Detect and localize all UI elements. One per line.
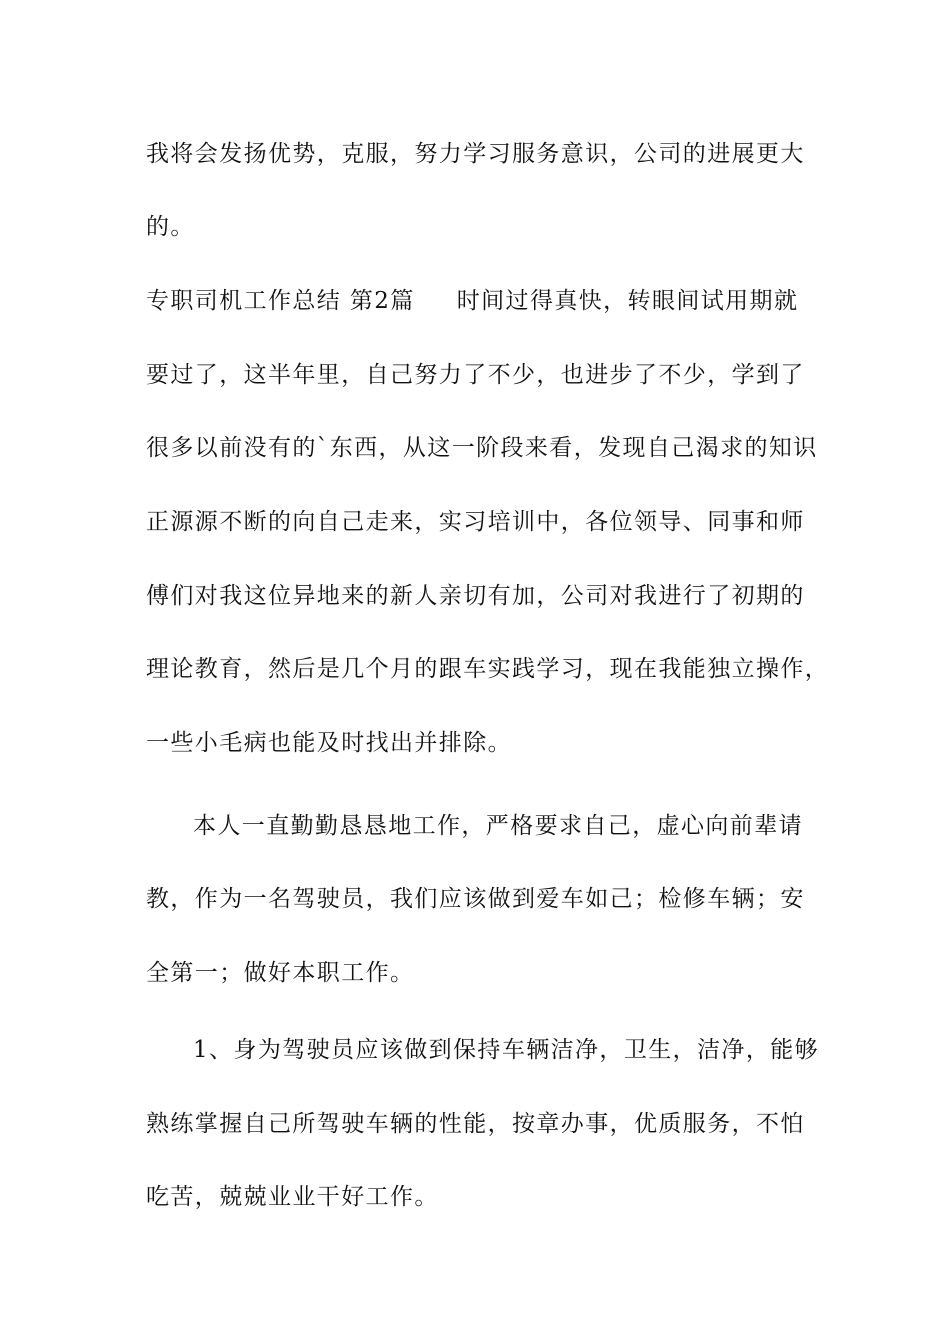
text-line-6: 正源源不断的向自己走来，实习培训中，各位领导、同事和师: [146, 509, 805, 535]
text-line-14: 熟练掌握自己所驾驶车辆的性能，按章办事，优质服务，不怕: [146, 1111, 805, 1137]
text-line-10: 本人一直勤勤恳恳地工作，严格要求自己，虚心向前辈请: [193, 813, 803, 839]
text-line-7: 傅们对我这位异地来的新人亲切有加，公司对我进行了初期的: [146, 583, 805, 609]
text-line-4: 要过了，这半年里，自己努力了不少，也进步了不少，学到了: [146, 362, 805, 388]
text-line-2: 的。: [146, 214, 195, 240]
text-line-1: 我将会发扬优势，克服，努力学习服务意识，公司的进展更大: [146, 141, 805, 167]
text-line-5: 很多以前没有的`东西，从这一阶段来看，发现自己渴求的知识: [146, 435, 818, 461]
section-heading: 专职司机工作总结 第2篇: [146, 288, 415, 314]
section-heading-line: [146, 286, 836, 316]
text-line-8: 理论教育，然后是几个月的跟车实践学习，现在我能独立操作，: [146, 656, 830, 682]
text-line-13: 1、身为驾驶员应该做到保持车辆洁净，卫生，洁净，能够: [193, 1037, 820, 1063]
text-line-12: 全第一；做好本职工作。: [146, 960, 415, 986]
text-line-3: 时间过得真快，转眼间试用期就: [456, 288, 799, 314]
text-line-9: 一些小毛病也能及时找出并排除。: [146, 730, 512, 756]
text-line-15: 吃苦，兢兢业业干好工作。: [146, 1184, 439, 1210]
text-line-11: 教，作为一名驾驶员，我们应该做到爱车如己；检修车辆；安: [146, 886, 805, 912]
